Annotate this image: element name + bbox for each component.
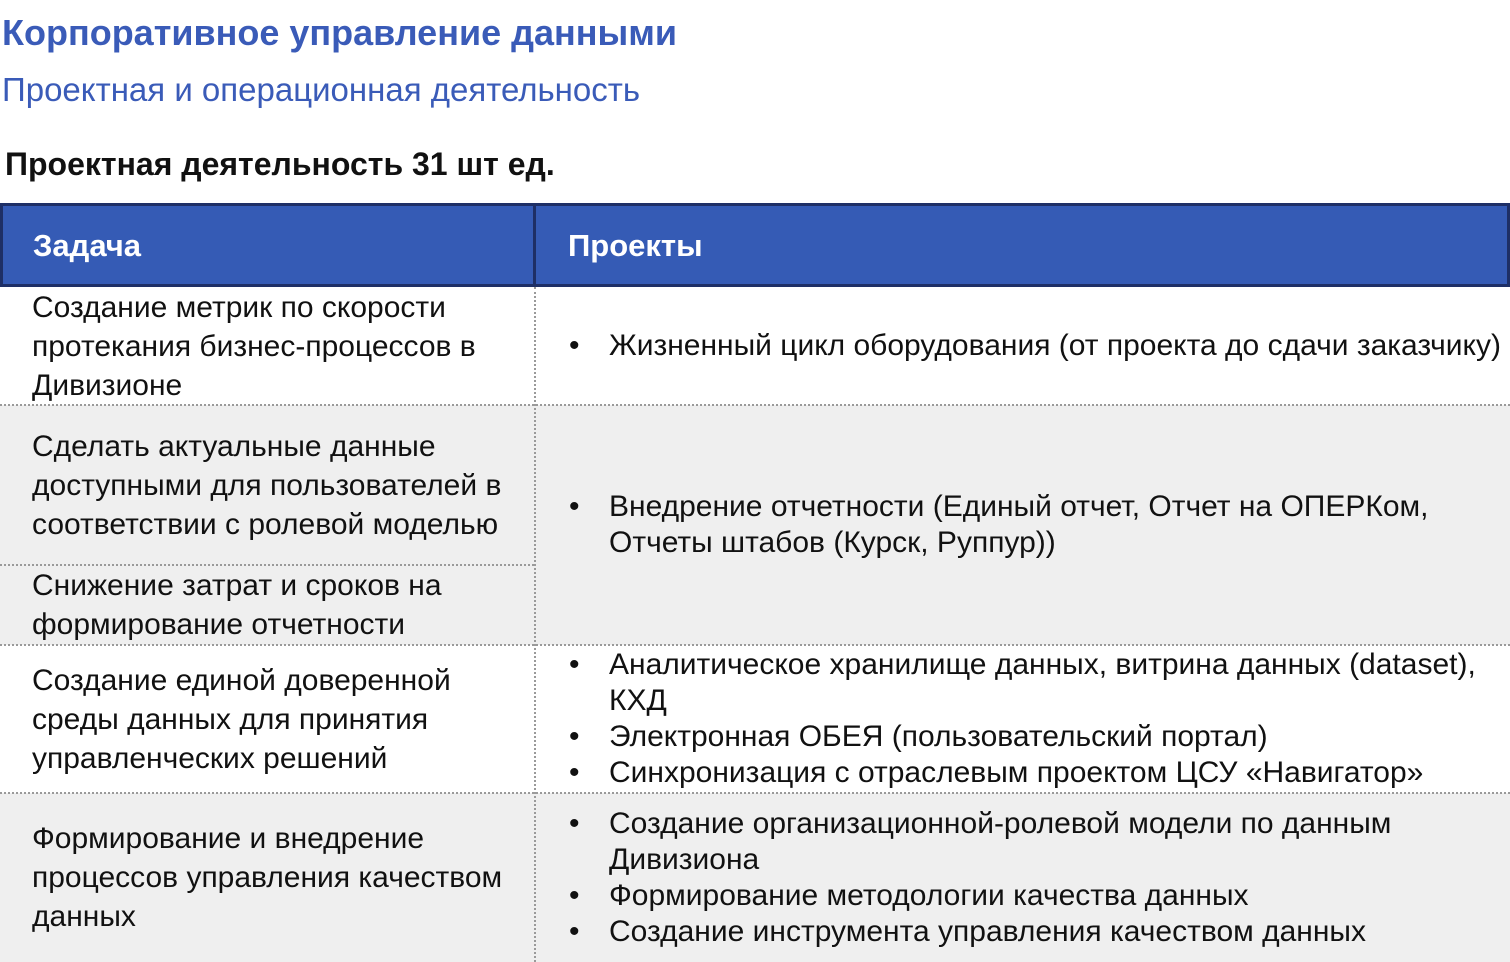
column-header-task: [0, 203, 536, 287]
row-divider: [0, 644, 1510, 646]
projects-cell: [536, 287, 1510, 405]
projects-cell: [536, 405, 1510, 645]
task-text: Формирование и внедрение процессов управления качеством данных: [32, 822, 503, 933]
project-item: • Создание инструмента управления качеством данных: [609, 914, 1502, 950]
task-text: Создание единой доверенной среды данных для принятия управленческих решений: [32, 663, 451, 775]
project-item: • Создание организационной-ролевой модели по данным Дивизиона: [609, 806, 1502, 878]
projects-table: [0, 203, 1510, 962]
task-text: Создание метрик по скорости протекания бизнес-процессов в Дивизионе: [32, 290, 476, 402]
task-cell: [0, 287, 536, 405]
task-cell: [0, 405, 536, 565]
row-divider: [0, 404, 1510, 406]
projects-cell: [536, 645, 1510, 793]
task-text: Снижение затрат и сроков на формирование отчетности: [32, 569, 442, 641]
column-divider: [534, 287, 536, 962]
task-cell: [0, 793, 536, 962]
project-item: • Внедрение отчетности (Единый отчет, Отчет на ОПЕРКом, Отчеты штабов (Курск, Руппур)): [609, 489, 1502, 561]
page-title: Корпоративное управление данными: [2, 12, 677, 53]
projects-cell: [536, 793, 1510, 962]
column-header-projects-label: Проекты: [568, 227, 703, 263]
project-item: • Электронная ОБЕЯ (пользовательский портал): [609, 719, 1502, 755]
project-item: • Аналитическое хранилище данных, витрина данных (dataset), КХД: [609, 647, 1502, 719]
column-header-projects: [533, 203, 1510, 287]
row-divider: [0, 564, 534, 566]
task-text: Сделать актуальные данные доступными для пользователей в соответствии с ролевой моделью: [32, 429, 502, 541]
page-subtitle: Проектная и операционная деятельность: [2, 71, 641, 108]
project-item: • Жизненный цикл оборудования (от проекта до сдачи заказчику): [609, 328, 1502, 364]
section-heading: Проектная деятельность 31 шт ед.: [5, 146, 555, 182]
project-item: • Формирование методологии качества данных: [609, 878, 1502, 914]
column-header-task-label: Задача: [33, 227, 142, 263]
project-item: • Синхронизация с отраслевым проектом ЦСУ «Навигатор»: [609, 755, 1502, 791]
task-cell: [0, 565, 536, 645]
row-divider: [0, 792, 1510, 794]
task-cell: [0, 645, 536, 793]
